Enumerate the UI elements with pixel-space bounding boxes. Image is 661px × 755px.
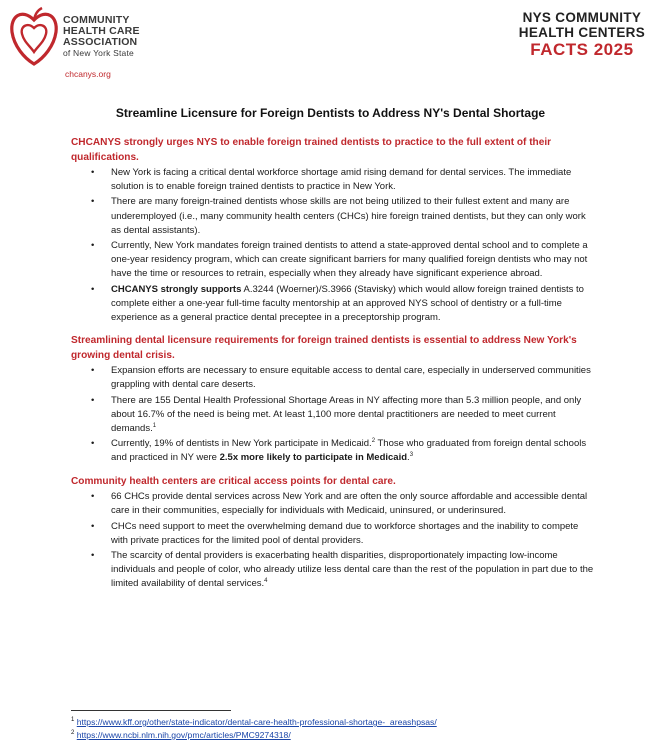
list-item: • New York is facing a critical dental workforce shortage amid rising demand for dental services. The immediate solution is to enable foreign trained dentists to practice in New York.: [91, 167, 572, 193]
footnote-divider: [71, 710, 231, 711]
list-item: • The scarcity of dental providers is exacerbating health disparities, disproportionately impacting low-income individuals and people of color, who already utilize less dental care than the rest of the population in part due to the limited availability of dental services.$^4$: [91, 549, 594, 590]
bullet-icon: •: [91, 240, 95, 252]
bullet-list: [71, 364, 596, 465]
list-item: • Expansion efforts are necessary to ensure equitable access to dental care, especially in underserved communities grappling with dental care deserts.: [91, 365, 591, 391]
bullet-list: [71, 490, 596, 591]
bullet-icon: •: [91, 167, 95, 178]
bullet-icon: •: [91, 520, 95, 532]
chcanys-logo[interactable]: [8, 6, 178, 80]
main-content: [71, 136, 596, 601]
list-item: • CHCANYS strongly supports A.3244 (Woerner)/S.3966 (Stavisky) which would allow foreign trained dentists to complete either a one-year full-time faculty mentorship at an approved NYS school of dentistry or a full-time experience as a general practice dental preceptee in a preceptorship program.: [91, 283, 584, 324]
list-item: • There are 155 Dental Health Professional Shortage Areas in NY affecting more than 5.3 million people, and only about 16.7% of the need is being met. At least 1,100 more dental practitioners are needed to meet current demands.$^1$: [91, 394, 582, 435]
footnote-link[interactable]: https://www.kff.org/other/state-indicator/dental-care-health-professional-shortage-_areashpsas/: [76, 717, 437, 727]
facts-banner: [519, 10, 645, 60]
logo-line-1: COMMUNITY: [63, 14, 130, 26]
bullet-list: [71, 166, 596, 325]
list-item: • 66 CHCs provide dental services across New York and are often the only source affordable and accessible dental care in their communities, especially for individuals with Medicaid, uninsured, or underinsured.: [91, 491, 588, 517]
bullet-icon: •: [91, 365, 95, 377]
list-item: • Currently, New York mandates foreign trained dentists to attend a state-approved dental school and to complete a one-year residency program, which can create significant barriers for many qualified foreign dentists who may not have the time or resources to retrain, especially when they already have significant experience abroad.: [91, 240, 588, 280]
logo-url-link[interactable]: chcanys.org: [65, 69, 111, 79]
facts-line-3: FACTS 2025: [530, 40, 634, 59]
list-item: • Currently, 19% of dentists in New York participate in Medicaid.$^2$ Those who graduated from foreign dental schools and practiced in NY were 2.5x more likely to participate in Medicaid.$^3$: [91, 438, 587, 464]
bullet-icon: •: [91, 394, 95, 406]
apple-heart-logo-icon: [8, 6, 60, 68]
facts-line-1: NYS COMMUNITY: [522, 10, 642, 25]
bullet-icon: •: [91, 438, 95, 450]
section-heading: CHCANYS strongly urges NYS to enable foreign trained dentists to practice to the full extent of their qualifications.: [71, 137, 552, 163]
bullet-icon: •: [91, 491, 95, 503]
list-item: • CHCs need support to meet the overwhelming demand due to workforce shortages and the inability to compete with private practices for the limited pool of dental providers.: [91, 520, 579, 546]
page-title: Streamline Licensure for Foreign Dentists to Address NY's Dental Shortage: [115, 106, 546, 120]
logo-line-2: HEALTH CARE: [63, 25, 140, 37]
footnote-link[interactable]: https://www.ncbi.nlm.nih.gov/pmc/articles/PMC9274318/: [76, 730, 291, 740]
section-heading: Streamlining dental licensure requirements for foreign trained dentists is essential to address New York's growing dental crisis.: [71, 335, 577, 361]
bullet-icon: •: [91, 549, 95, 561]
footnote: $^2$ https://www.ncbi.nlm.nih.gov/pmc/articles/PMC9274318/: [71, 730, 291, 740]
facts-line-2: HEALTH CENTERS: [518, 25, 645, 40]
list-item: • There are many foreign-trained dentists whose skills are not being utilized to their fullest extent and many are underemployed (i.e., many community health centers (CHCs) hire foreign trained dentists, but they can only work as dental assistants).: [91, 196, 586, 236]
footnotes: [71, 716, 437, 742]
footnote: $^1$ https://www.kff.org/other/state-indicator/dental-care-health-professional-shortage-_areashpsas/: [71, 717, 437, 727]
logo-line-3: ASSOCIATION: [63, 36, 138, 48]
bullet-icon: •: [91, 196, 95, 208]
logo-subtitle: of New York State: [63, 48, 134, 58]
logo-text: [63, 15, 140, 59]
section-heading: Community health centers are critical access points for dental care.: [71, 475, 396, 487]
bullet-icon: •: [91, 283, 95, 295]
